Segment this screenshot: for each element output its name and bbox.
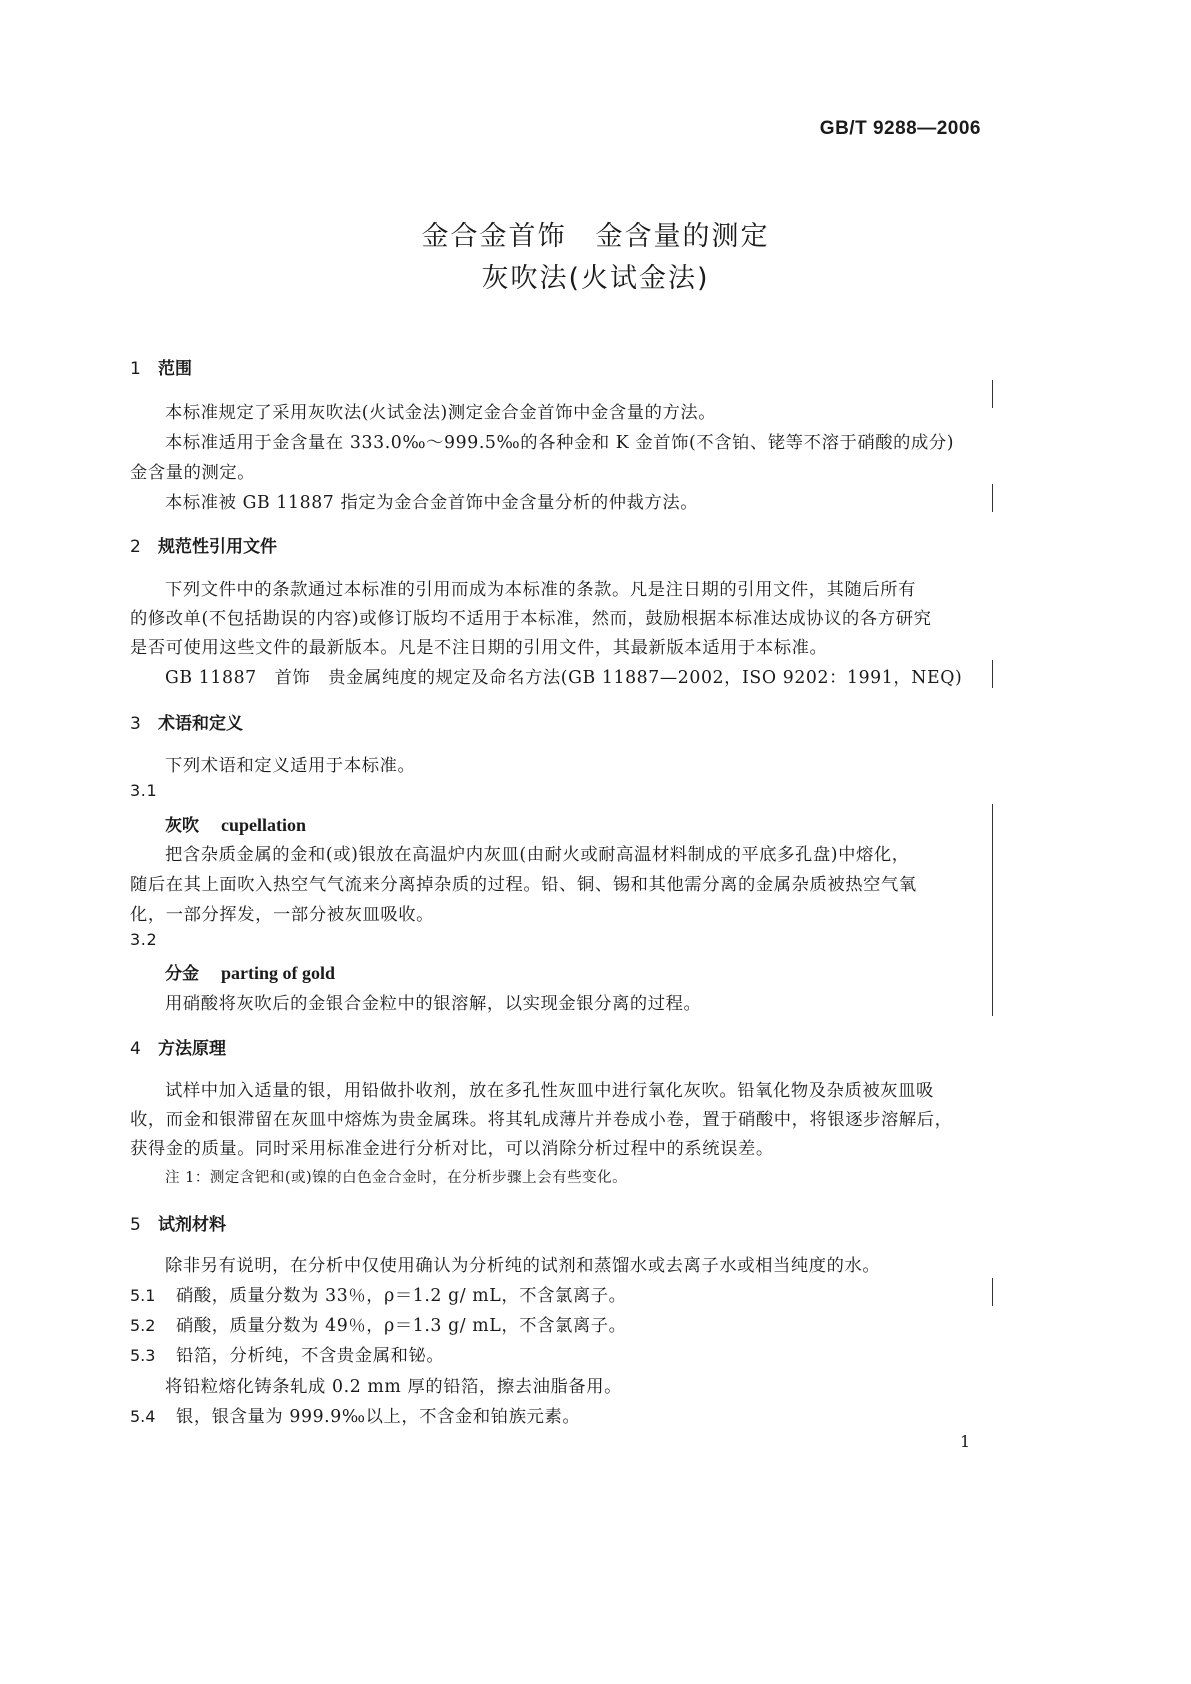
paragraph: 的修改单(不包括勘误的内容)或修订版均不适用于本标准，然而，鼓励根据本标准达成协议的各方研究 <box>130 609 932 629</box>
definition: 随后在其上面吹入热空气气流来分离掉杂质的过程。铅、铜、锡和其他需分离的金属杂质被热空气氧 <box>130 875 917 895</box>
paragraph: 本标准适用于金含量在 333.0‰～999.5‰的各种金和 K 金首饰(不含铂、铑等不溶于硝酸的成分) <box>165 433 955 453</box>
term-entry <box>165 959 335 984</box>
section-title: 术语和定义 <box>158 714 243 734</box>
paragraph: 试样中加入适量的银，用铅做扑收剂，放在多孔性灰皿中进行氧化灰吹。铅氧化物及杂质被灰皿吸 <box>165 1081 934 1101</box>
page-number: 1 <box>960 1432 971 1451</box>
term-zh: 灰吹 <box>165 816 199 836</box>
section-title: 范围 <box>158 359 192 379</box>
revision-bar <box>992 660 993 688</box>
standard-number: GB/T 9288—2006 <box>819 118 981 139</box>
revision-bar <box>992 804 993 1016</box>
document-subtitle: 灰吹法(火试金法) <box>481 263 710 294</box>
document-title: 金合金首饰 金含量的测定 <box>421 221 770 252</box>
item-number: 5.3 <box>130 1346 156 1365</box>
definition: 用硝酸将灰吹后的金银合金粒中的银溶解，以实现金银分离的过程。 <box>165 994 702 1014</box>
section-number: 1 <box>130 359 141 379</box>
term-entry <box>165 811 306 836</box>
paragraph: 除非另有说明，在分析中仅使用确认为分析纯的试剂和蒸馏水或去离子水或相当纯度的水。 <box>165 1256 881 1276</box>
item-text: 银，银含量为 999.9‰以上，不含金和铂族元素。 <box>176 1407 581 1427</box>
item-number: 5.2 <box>130 1316 156 1335</box>
item-number: 5.4 <box>130 1407 156 1426</box>
term-en: parting of gold <box>221 963 336 983</box>
section-title: 试剂材料 <box>158 1215 226 1235</box>
paragraph: 是否可使用这些文件的最新版本。凡是不注日期的引用文件，其最新版本适用于本标准。 <box>130 638 828 658</box>
note: 注 1：测定含钯和(或)镍的白色金合金时，在分析步骤上会有些变化。 <box>165 1170 628 1186</box>
reference-entry: GB 11887 首饰 贵金属纯度的规定及命名方法(GB 11887—2002，ISO 9202：1991，NEQ) <box>165 668 963 688</box>
revision-bar <box>992 380 993 408</box>
definition: 把含杂质金属的金和(或)银放在高温炉内灰皿(由耐火或耐高温材料制成的平底多孔盘)中熔化， <box>165 845 910 865</box>
paragraph: 下列术语和定义适用于本标准。 <box>165 756 416 776</box>
section-number: 2 <box>130 537 141 557</box>
item-text: 铅箔，分析纯，不含贵金属和铋。 <box>176 1346 445 1366</box>
paragraph: 下列文件中的条款通过本标准的引用而成为本标准的条款。凡是注日期的引用文件，其随后所有 <box>165 580 917 600</box>
section-number: 5 <box>130 1215 141 1235</box>
paragraph: 收，而金和银滞留在灰皿中熔炼为贵金属珠。将其轧成薄片并卷成小卷，置于硝酸中，将银逐步溶解后， <box>130 1110 953 1130</box>
term-en: cupellation <box>221 815 307 835</box>
section-number: 4 <box>130 1039 141 1059</box>
reagent-item <box>130 1402 580 1427</box>
paragraph: 金含量的测定。 <box>130 463 256 483</box>
paragraph: 本标准规定了采用灰吹法(火试金法)测定金合金首饰中金含量的方法。 <box>165 403 717 423</box>
clause-number: 3.2 <box>130 930 158 949</box>
section-heading-reagents <box>130 1210 226 1235</box>
clause-number: 3.1 <box>130 781 158 800</box>
definition: 化，一部分挥发，一部分被灰皿吸收。 <box>130 905 434 925</box>
section-title: 方法原理 <box>158 1039 226 1059</box>
section-heading-terms <box>130 709 243 734</box>
section-number: 3 <box>130 714 141 734</box>
section-title: 规范性引用文件 <box>158 537 277 557</box>
revision-bar <box>992 484 993 512</box>
section-heading-normative-references <box>130 532 277 557</box>
reagent-item <box>130 1341 444 1366</box>
item-number: 5.1 <box>130 1286 156 1305</box>
reagent-item <box>130 1311 627 1336</box>
paragraph: 将铅粒熔化铸条轧成 0.2 mm 厚的铅箔，擦去油脂备用。 <box>165 1377 623 1397</box>
reagent-item <box>130 1281 627 1306</box>
item-text: 硝酸，质量分数为 49％，ρ＝1.3 g/ mL，不含氯离子。 <box>176 1316 627 1336</box>
term-zh: 分金 <box>165 964 199 984</box>
section-heading-scope <box>130 354 192 379</box>
revision-bar <box>992 1278 993 1306</box>
paragraph: 获得金的质量。同时采用标准金进行分析对比，可以消除分析过程中的系统误差。 <box>130 1139 774 1159</box>
paragraph: 本标准被 GB 11887 指定为金合金首饰中金含量分析的仲裁方法。 <box>165 493 699 513</box>
item-text: 硝酸，质量分数为 33％，ρ＝1.2 g/ mL，不含氯离子。 <box>176 1286 627 1306</box>
section-heading-principle <box>130 1034 226 1059</box>
